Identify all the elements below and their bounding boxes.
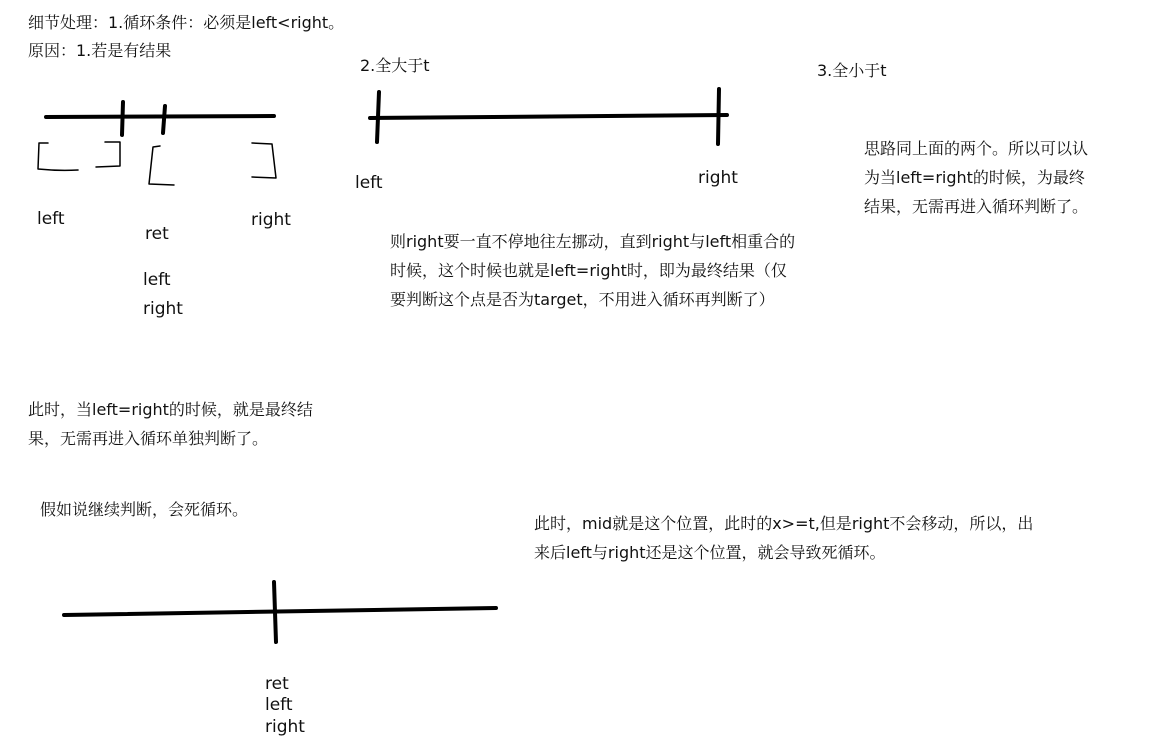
diagram3-left-label: left bbox=[265, 695, 293, 715]
case2-note-line: 要判断这个点是否为target，不用进入循环再判断了） bbox=[390, 290, 775, 309]
bracket-right-close bbox=[252, 143, 276, 178]
tick-3 bbox=[274, 582, 276, 642]
number-line-1 bbox=[46, 116, 274, 117]
bracket-left-open bbox=[38, 143, 78, 170]
diagram1-right-label: right bbox=[251, 210, 291, 230]
case2-title: 2.全大于t bbox=[360, 56, 430, 75]
deadloop-note-line: 来后left与right还是这个位置，就会导致死循环。 bbox=[534, 543, 886, 562]
case3-title: 3.全小于t bbox=[817, 61, 887, 80]
diagram3-right-label: right bbox=[265, 717, 305, 737]
conclusion-line: 果，无需再进入循环单独判断了。 bbox=[28, 429, 269, 448]
tick-2-left bbox=[377, 92, 379, 142]
bracket-left-close bbox=[96, 142, 120, 167]
diagram1-left-label: left bbox=[37, 209, 65, 229]
case3-note-line: 结果，无需再进入循环判断了。 bbox=[864, 197, 1089, 216]
diagram2-left-label: left bbox=[355, 173, 383, 193]
number-line-3 bbox=[64, 608, 496, 615]
reason-note: 原因：1.若是有结果 bbox=[28, 41, 172, 60]
tick-1a bbox=[122, 102, 123, 135]
bracket-right-open bbox=[149, 146, 174, 185]
diagram2-right-label: right bbox=[698, 168, 738, 188]
case3-note-line: 思路同上面的两个。所以可以认 bbox=[864, 139, 1089, 158]
diagram1-merged-right: right bbox=[143, 299, 183, 319]
tick-1b bbox=[163, 106, 165, 133]
hypothesis-note: 假如说继续判断，会死循环。 bbox=[40, 500, 249, 519]
case2-note-line: 时候，这个时候也就是left=right时，即为最终结果（仅 bbox=[390, 261, 787, 280]
number-line-2 bbox=[370, 115, 727, 118]
diagram1-merged-left: left bbox=[143, 270, 171, 290]
case2-note-line: 则right要一直不停地往左挪动，直到right与left相重合的 bbox=[390, 232, 796, 251]
diagram1-ret-label: ret bbox=[145, 224, 169, 244]
tick-2-right bbox=[718, 89, 719, 144]
deadloop-note-line: 此时，mid就是这个位置，此时的x>=t,但是right不会移动，所以，出 bbox=[534, 514, 1034, 533]
diagram3-ret-label: ret bbox=[265, 674, 289, 694]
conclusion-line: 此时，当left=right的时候，就是最终结 bbox=[28, 400, 313, 419]
heading-note: 细节处理：1.循环条件：必须是left<right。 bbox=[28, 13, 345, 32]
case3-note-line: 为当left=right的时候，为最终 bbox=[864, 168, 1085, 187]
